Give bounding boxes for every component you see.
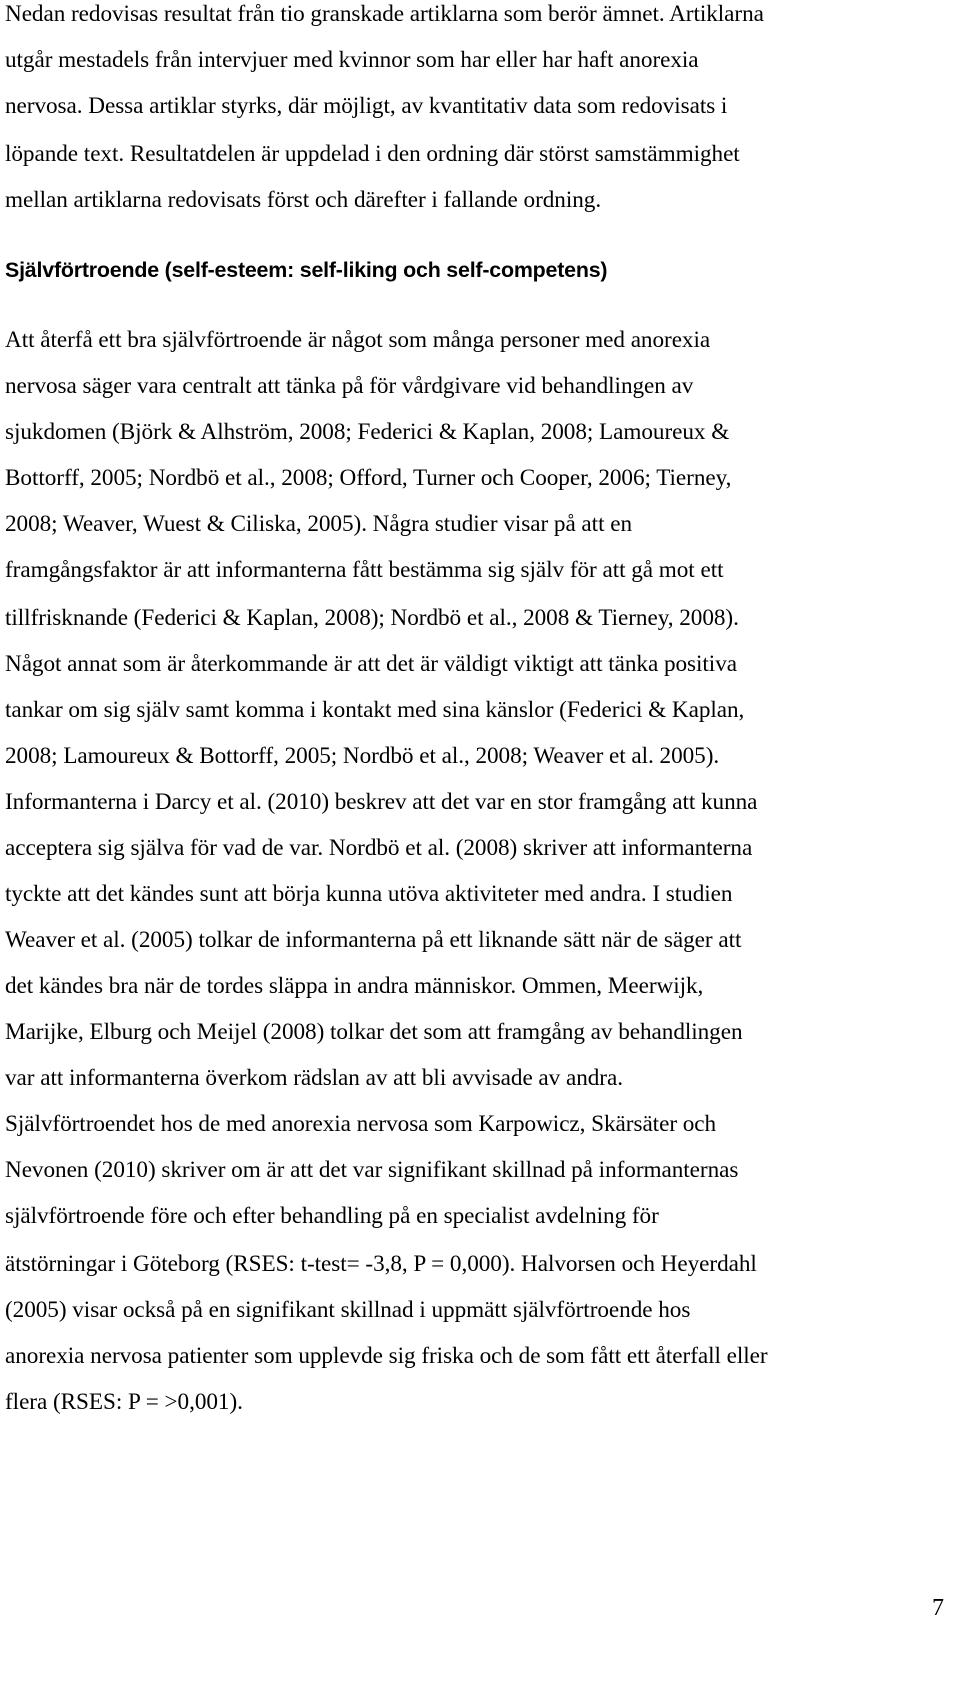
body-line: tyckte att det kändes sunt att börja kunna utöva aktiviteter med andra. I studien <box>5 881 733 907</box>
body-line: Informanterna i Darcy et al. (2010) beskrev att det var en stor framgång att kunna <box>5 789 758 815</box>
body-line: Att återfå ett bra självförtroende är något som många personer med anorexia <box>5 327 711 353</box>
intro-line: mellan artiklarna redovisats först och därefter i fallande ordning. <box>5 187 602 213</box>
body-line: sjukdomen (Björk & Alhström, 2008; Federici & Kaplan, 2008; Lamoureux & <box>5 419 730 445</box>
intro-line: löpande text. Resultatdelen är uppdelad i den ordning där störst samstämmighet <box>5 141 740 167</box>
body-line: Marijke, Elburg och Meijel (2008) tolkar det som att framgång av behandlingen <box>5 1019 743 1045</box>
body-line: Bottorff, 2005; Nordbö et al., 2008; Offord, Turner och Cooper, 2006; Tierney, <box>5 465 732 491</box>
body-line: självförtroende före och efter behandling på en specialist avdelning för <box>5 1203 659 1229</box>
body-line: (2005) visar också på en signifikant skillnad i uppmätt självförtroende hos <box>5 1297 691 1323</box>
body-line: var att informanterna överkom rädslan av att bli avvisade av andra. <box>5 1065 623 1091</box>
body-line: anorexia nervosa patienter som upplevde sig friska och de som fått ett återfall eller <box>5 1343 768 1369</box>
body-line: Nevonen (2010) skriver om är att det var signifikant skillnad på informanternas <box>5 1157 739 1183</box>
intro-line: utgår mestadels från intervjuer med kvinnor som har eller har haft anorexia <box>5 47 699 73</box>
body-line: Något annat som är återkommande är att det är väldigt viktigt att tänka positiva <box>5 651 737 677</box>
body-line: Självförtroendet hos de med anorexia nervosa som Karpowicz, Skärsäter och <box>5 1111 717 1137</box>
page-number: 7 <box>932 1595 944 1621</box>
body-line: tankar om sig själv samt komma i kontakt med sina känslor (Federici & Kaplan, <box>5 697 745 723</box>
body-line: ätstörningar i Göteborg (RSES: t-test= -3,8, P = 0,000). Halvorsen och Heyerdahl <box>5 1251 757 1277</box>
body-line: Weaver et al. (2005) tolkar de informanterna på ett liknande sätt när de säger att <box>5 927 742 953</box>
intro-line: nervosa. Dessa artiklar styrks, där möjligt, av kvantitativ data som redovisats i <box>5 93 728 119</box>
body-line: tillfrisknande (Federici & Kaplan, 2008); Nordbö et al., 2008 & Tierney, 2008). <box>5 605 739 631</box>
body-line: flera (RSES: P = >0,001). <box>5 1389 243 1415</box>
body-line: framgångsfaktor är att informanterna fått bestämma sig själv för att gå mot ett <box>5 557 724 583</box>
intro-line: Nedan redovisas resultat från tio granskade artiklarna som berör ämnet. Artiklarna <box>5 1 764 27</box>
section-heading: Självförtroende (self-esteem: self-liking och self-competens) <box>5 258 608 282</box>
body-line: 2008; Lamoureux & Bottorff, 2005; Nordbö et al., 2008; Weaver et al. 2005). <box>5 743 720 769</box>
body-line: acceptera sig själva för vad de var. Nordbö et al. (2008) skriver att informanterna <box>5 835 753 861</box>
body-line: 2008; Weaver, Wuest & Ciliska, 2005). Några studier visar på att en <box>5 511 632 537</box>
body-line: nervosa säger vara centralt att tänka på för vårdgivare vid behandlingen av <box>5 373 694 399</box>
body-line: det kändes bra när de tordes släppa in andra människor. Ommen, Meerwijk, <box>5 973 704 999</box>
